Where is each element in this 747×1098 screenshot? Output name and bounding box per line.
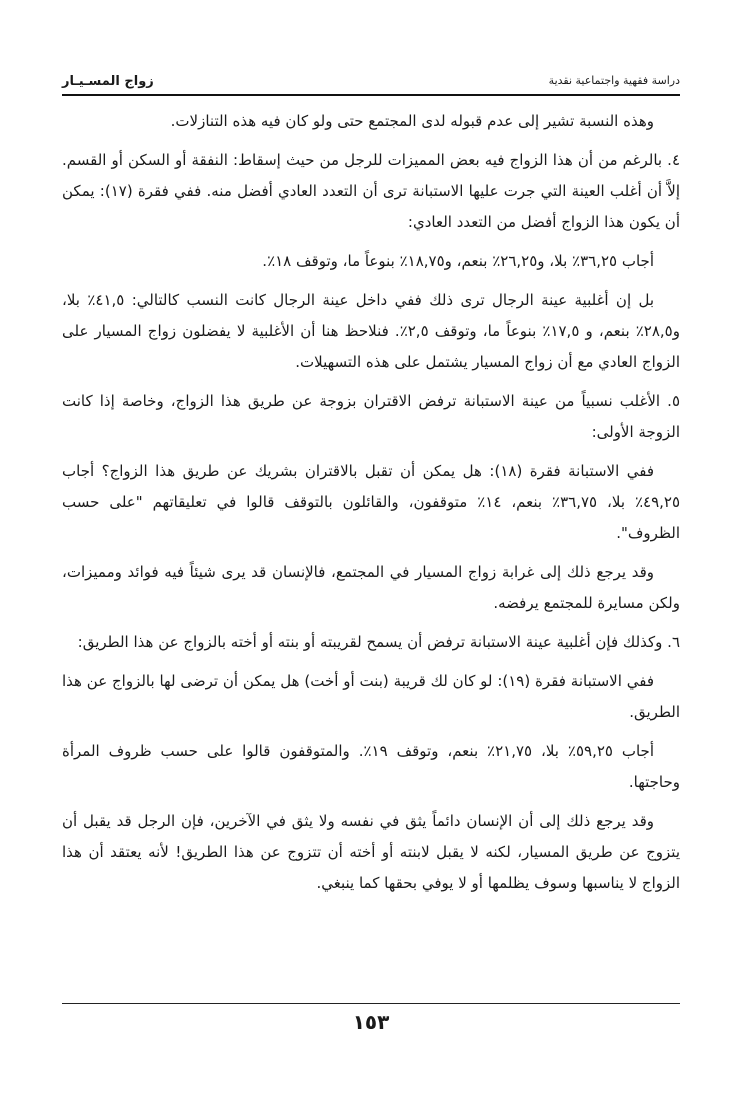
paragraph-10: أجاب ٥٩,٢٥٪ بلا، ٢١,٧٥٪ بنعم، وتوقف ١٩٪. والمتوقفون قالوا على حسب ظروف المرأة وحاجتها. <box>62 742 680 791</box>
page-number: ١٥٣ <box>352 1010 390 1034</box>
paragraph-1: وهذه النسبة تشير إلى عدم قبوله لدى المجتمع حتى ولو كان فيه هذه التنازلات. <box>170 112 654 130</box>
footer-rule <box>62 1003 680 1004</box>
document-page <box>62 60 680 1070</box>
paragraph-4: بل إن أغلبية عينة الرجال ترى ذلك ففي داخل عينة الرجال كانت النسب كالتالي: ٤١,٥٪ بلا، و٢٨,٥٪ بنعم، و ١٧,٥٪ بنوعاً ما، وتوقف ٢,٥٪. فنلاحظ هنا أن الأغلبية لا يفضلون زواج المسيار على الزواج العادي مع أن زواج المسيار يشتمل على هذه التسهيلات. <box>62 291 680 371</box>
paragraph-7: وقد يرجع ذلك إلى غرابة زواج المسيار في المجتمع، فالإنسان قد يرى شيئاً فيه فوائد ومميزات، ولكن مسايرة للمجتمع يرفضه. <box>62 563 680 612</box>
body-text <box>62 106 680 907</box>
header-rule <box>62 94 680 96</box>
paragraph-8: ٦. وكذلك فإن أغلبية عينة الاستبانة ترفض أن يسمح لقريبته أو بنته أو أخته بالزواج عن هذا الطريق: <box>77 633 680 651</box>
paragraph-6: ففي الاستبانة فقرة (١٨): هل يمكن أن تقبل بالاقتران بشريك عن طريق هذا الزواج؟ أجاب ٤٩,٢٥٪ بلا، ٣٦,٧٥٪ بنعم، ١٤٪ متوقفون، والقائلون بالتوقف قالوا في تعليقاتهم "على حسب الظروف". <box>62 462 681 542</box>
paragraph-5: ٥. الأغلب نسبياً من عينة الاستبانة ترفض الاقتران بزوجة عن طريق هذا الزواج، وخاصة إذا كانت الزوجة الأولى: <box>62 392 680 441</box>
paragraph-3: أجاب ٣٦,٢٥٪ بلا، و٢٦,٢٥٪ بنعم، و١٨,٧٥٪ بنوعاً ما، وتوقف ١٨٪. <box>262 252 654 270</box>
paragraph-9: ففي الاستبانة فقرة (١٩): لو كان لك قريبة (بنت أو أخت) هل يمكن أن ترضى لها بالزواج عن هذا الطريق. <box>62 672 680 721</box>
paragraph-11: وقد يرجع ذلك إلى أن الإنسان دائماً يثق في نفسه ولا يثق في الآخرين، فإن الرجل قد يقبل أن يتزوج عن طريق المسيار، لكنه لا يقبل لابنته أو أخته أن تتزوج عن هذا الطريق! لأنه يعتقد أن هذا الزواج لا يناسبها وسوف يظلمها أو لا يوفي بحقها كما ينبغي. <box>62 812 680 892</box>
section-title: دراسة فقهية واجتماعية نقدية <box>548 74 680 87</box>
book-title: زواج المسـيـار <box>62 74 154 89</box>
running-header <box>62 70 680 94</box>
paragraph-2: ٤. بالرغم من أن هذا الزواج فيه بعض المميزات للرجل من حيث إسقاط: النفقة أو السكن أو القسم. إلاَّ أن أغلب العينة التي جرت عليها الاستبانة ترى أن التعدد العادي أفضل منه. ففي فقرة (١٧): يمكن أن يكون هذا الزواج أفضل من التعدد العادي: <box>62 151 680 231</box>
